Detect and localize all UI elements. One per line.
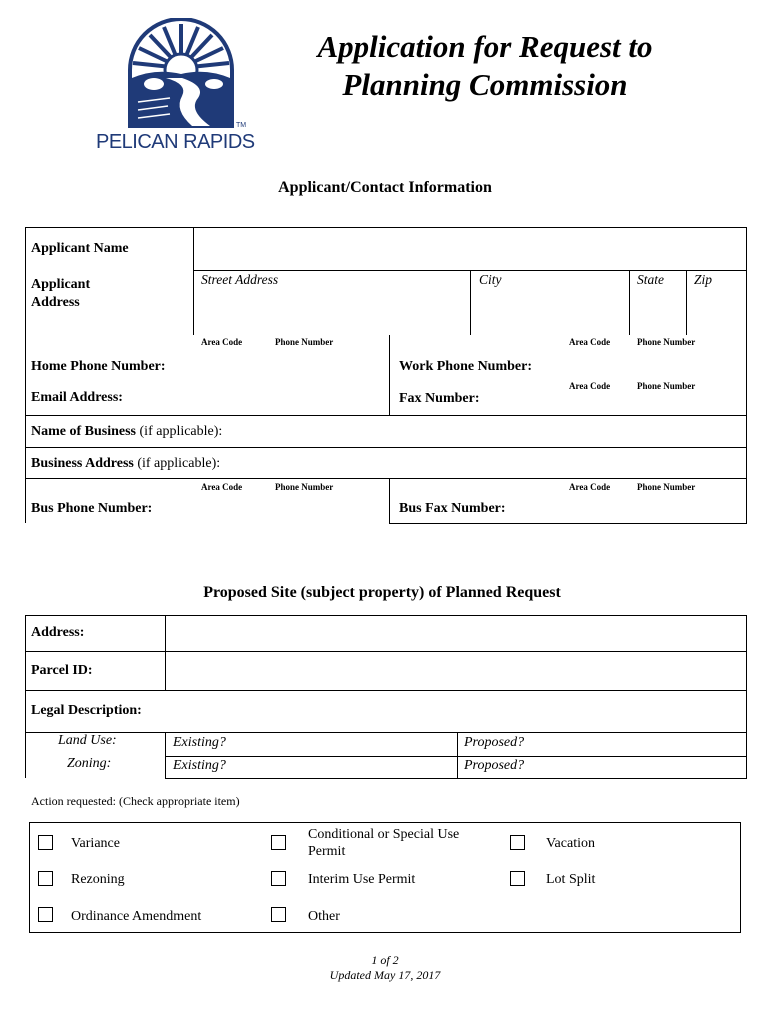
updated-date: Updated May 17, 2017 bbox=[329, 968, 441, 982]
page-number: 1 of 2 bbox=[371, 953, 399, 967]
rezoning-checkbox[interactable] bbox=[38, 871, 53, 886]
fax-input[interactable] bbox=[495, 394, 744, 414]
section-heading-proposed-site: Proposed Site (subject property) of Planned Request bbox=[203, 584, 561, 601]
applicant-name-label: Applicant Name bbox=[31, 241, 129, 256]
city-caption: City bbox=[479, 272, 502, 287]
email-input[interactable] bbox=[140, 384, 385, 412]
email-label: Email Address: bbox=[31, 390, 123, 405]
business-address-label: Business Address (if applicable): bbox=[31, 456, 221, 471]
work-phone-number-caption: Phone Number bbox=[637, 337, 696, 347]
logo-wordmark: PELICAN RAPIDS bbox=[96, 131, 255, 153]
lot-split-label: Lot Split bbox=[546, 872, 596, 887]
variance-checkbox[interactable] bbox=[38, 835, 53, 850]
zoning-existing-caption: Existing? bbox=[173, 758, 226, 773]
street-address-field[interactable] bbox=[195, 271, 469, 334]
title-line-2: Planning Commission bbox=[342, 67, 628, 102]
variance-label: Variance bbox=[71, 836, 120, 851]
zoning-proposed-caption: Proposed? bbox=[464, 758, 525, 773]
site-address-label: Address: bbox=[31, 625, 85, 640]
bus-phone-number-caption: Phone Number bbox=[275, 482, 334, 492]
conditional-use-checkbox[interactable] bbox=[271, 835, 286, 850]
interim-use-checkbox[interactable] bbox=[271, 871, 286, 886]
ordinance-amendment-checkbox[interactable] bbox=[38, 907, 53, 922]
business-name-input[interactable] bbox=[245, 418, 744, 445]
site-address-input[interactable] bbox=[167, 617, 745, 650]
bus-phone-label: Bus Phone Number: bbox=[31, 501, 153, 516]
zip-field[interactable] bbox=[687, 271, 745, 334]
fax-phone-number-caption: Phone Number bbox=[637, 381, 696, 391]
applicant-name-input[interactable] bbox=[195, 229, 745, 269]
rezoning-label: Rezoning bbox=[71, 872, 125, 887]
land-use-existing-caption: Existing? bbox=[173, 735, 226, 750]
interim-use-label: Interim Use Permit bbox=[308, 872, 416, 887]
lot-split-checkbox[interactable] bbox=[510, 871, 525, 886]
business-address-input[interactable] bbox=[245, 449, 744, 476]
vacation-checkbox[interactable] bbox=[510, 835, 525, 850]
work-area-code-caption: Area Code bbox=[569, 337, 611, 347]
logo-emblem-icon bbox=[126, 18, 236, 130]
conditional-use-label: Conditional or Special Use Permit bbox=[308, 827, 460, 859]
state-field[interactable] bbox=[630, 271, 685, 334]
bus-fax-input[interactable] bbox=[548, 495, 744, 521]
home-phone-number-caption: Phone Number bbox=[275, 337, 334, 347]
other-checkbox[interactable] bbox=[271, 907, 286, 922]
home-phone-label: Home Phone Number: bbox=[31, 359, 166, 374]
ordinance-amendment-label: Ordinance Amendment bbox=[71, 909, 202, 924]
busfax-phone-number-caption: Phone Number bbox=[637, 482, 696, 492]
land-use-label: Land Use: bbox=[58, 733, 117, 748]
vacation-label: Vacation bbox=[546, 836, 595, 851]
action-requested-intro: Action requested: (Check appropriate item) bbox=[31, 794, 240, 808]
home-phone-input[interactable] bbox=[200, 350, 385, 376]
street-address-caption: Street Address bbox=[201, 272, 279, 287]
land-use-existing-field[interactable] bbox=[167, 734, 456, 755]
work-phone-input[interactable] bbox=[548, 350, 744, 376]
page-footer bbox=[0, 953, 770, 983]
parcel-id-input[interactable] bbox=[167, 653, 745, 689]
busfax-area-code-caption: Area Code bbox=[569, 482, 611, 492]
home-area-code-caption: Area Code bbox=[201, 337, 243, 347]
work-phone-label: Work Phone Number: bbox=[399, 359, 532, 374]
state-caption: State bbox=[637, 272, 664, 287]
logo-tm: TM bbox=[236, 122, 247, 129]
parcel-id-label: Parcel ID: bbox=[31, 663, 93, 678]
city-field[interactable] bbox=[471, 271, 628, 334]
bus-area-code-caption: Area Code bbox=[201, 482, 243, 492]
title-line-1: Application for Request to bbox=[317, 29, 653, 64]
zoning-existing-field[interactable] bbox=[167, 757, 456, 777]
zoning-proposed-field[interactable] bbox=[458, 757, 745, 777]
bus-fax-label: Bus Fax Number: bbox=[399, 501, 506, 516]
zip-caption: Zip bbox=[694, 272, 713, 287]
pelican-rapids-logo bbox=[96, 18, 268, 154]
fax-label: Fax Number: bbox=[399, 391, 480, 406]
section-heading-applicant: Applicant/Contact Information bbox=[278, 179, 492, 196]
fax-area-code-caption: Area Code bbox=[569, 381, 611, 391]
legal-description-input[interactable] bbox=[185, 692, 745, 731]
legal-description-label: Legal Description: bbox=[31, 703, 142, 718]
bus-phone-input[interactable] bbox=[200, 495, 385, 521]
other-label: Other bbox=[308, 909, 340, 924]
zoning-label: Zoning: bbox=[67, 756, 112, 771]
applicant-address-label: Applicant Address bbox=[31, 277, 91, 310]
page-title bbox=[290, 28, 680, 104]
business-name-label: Name of Business (if applicable): bbox=[31, 424, 223, 439]
land-use-proposed-field[interactable] bbox=[458, 734, 745, 755]
land-use-proposed-caption: Proposed? bbox=[464, 735, 525, 750]
